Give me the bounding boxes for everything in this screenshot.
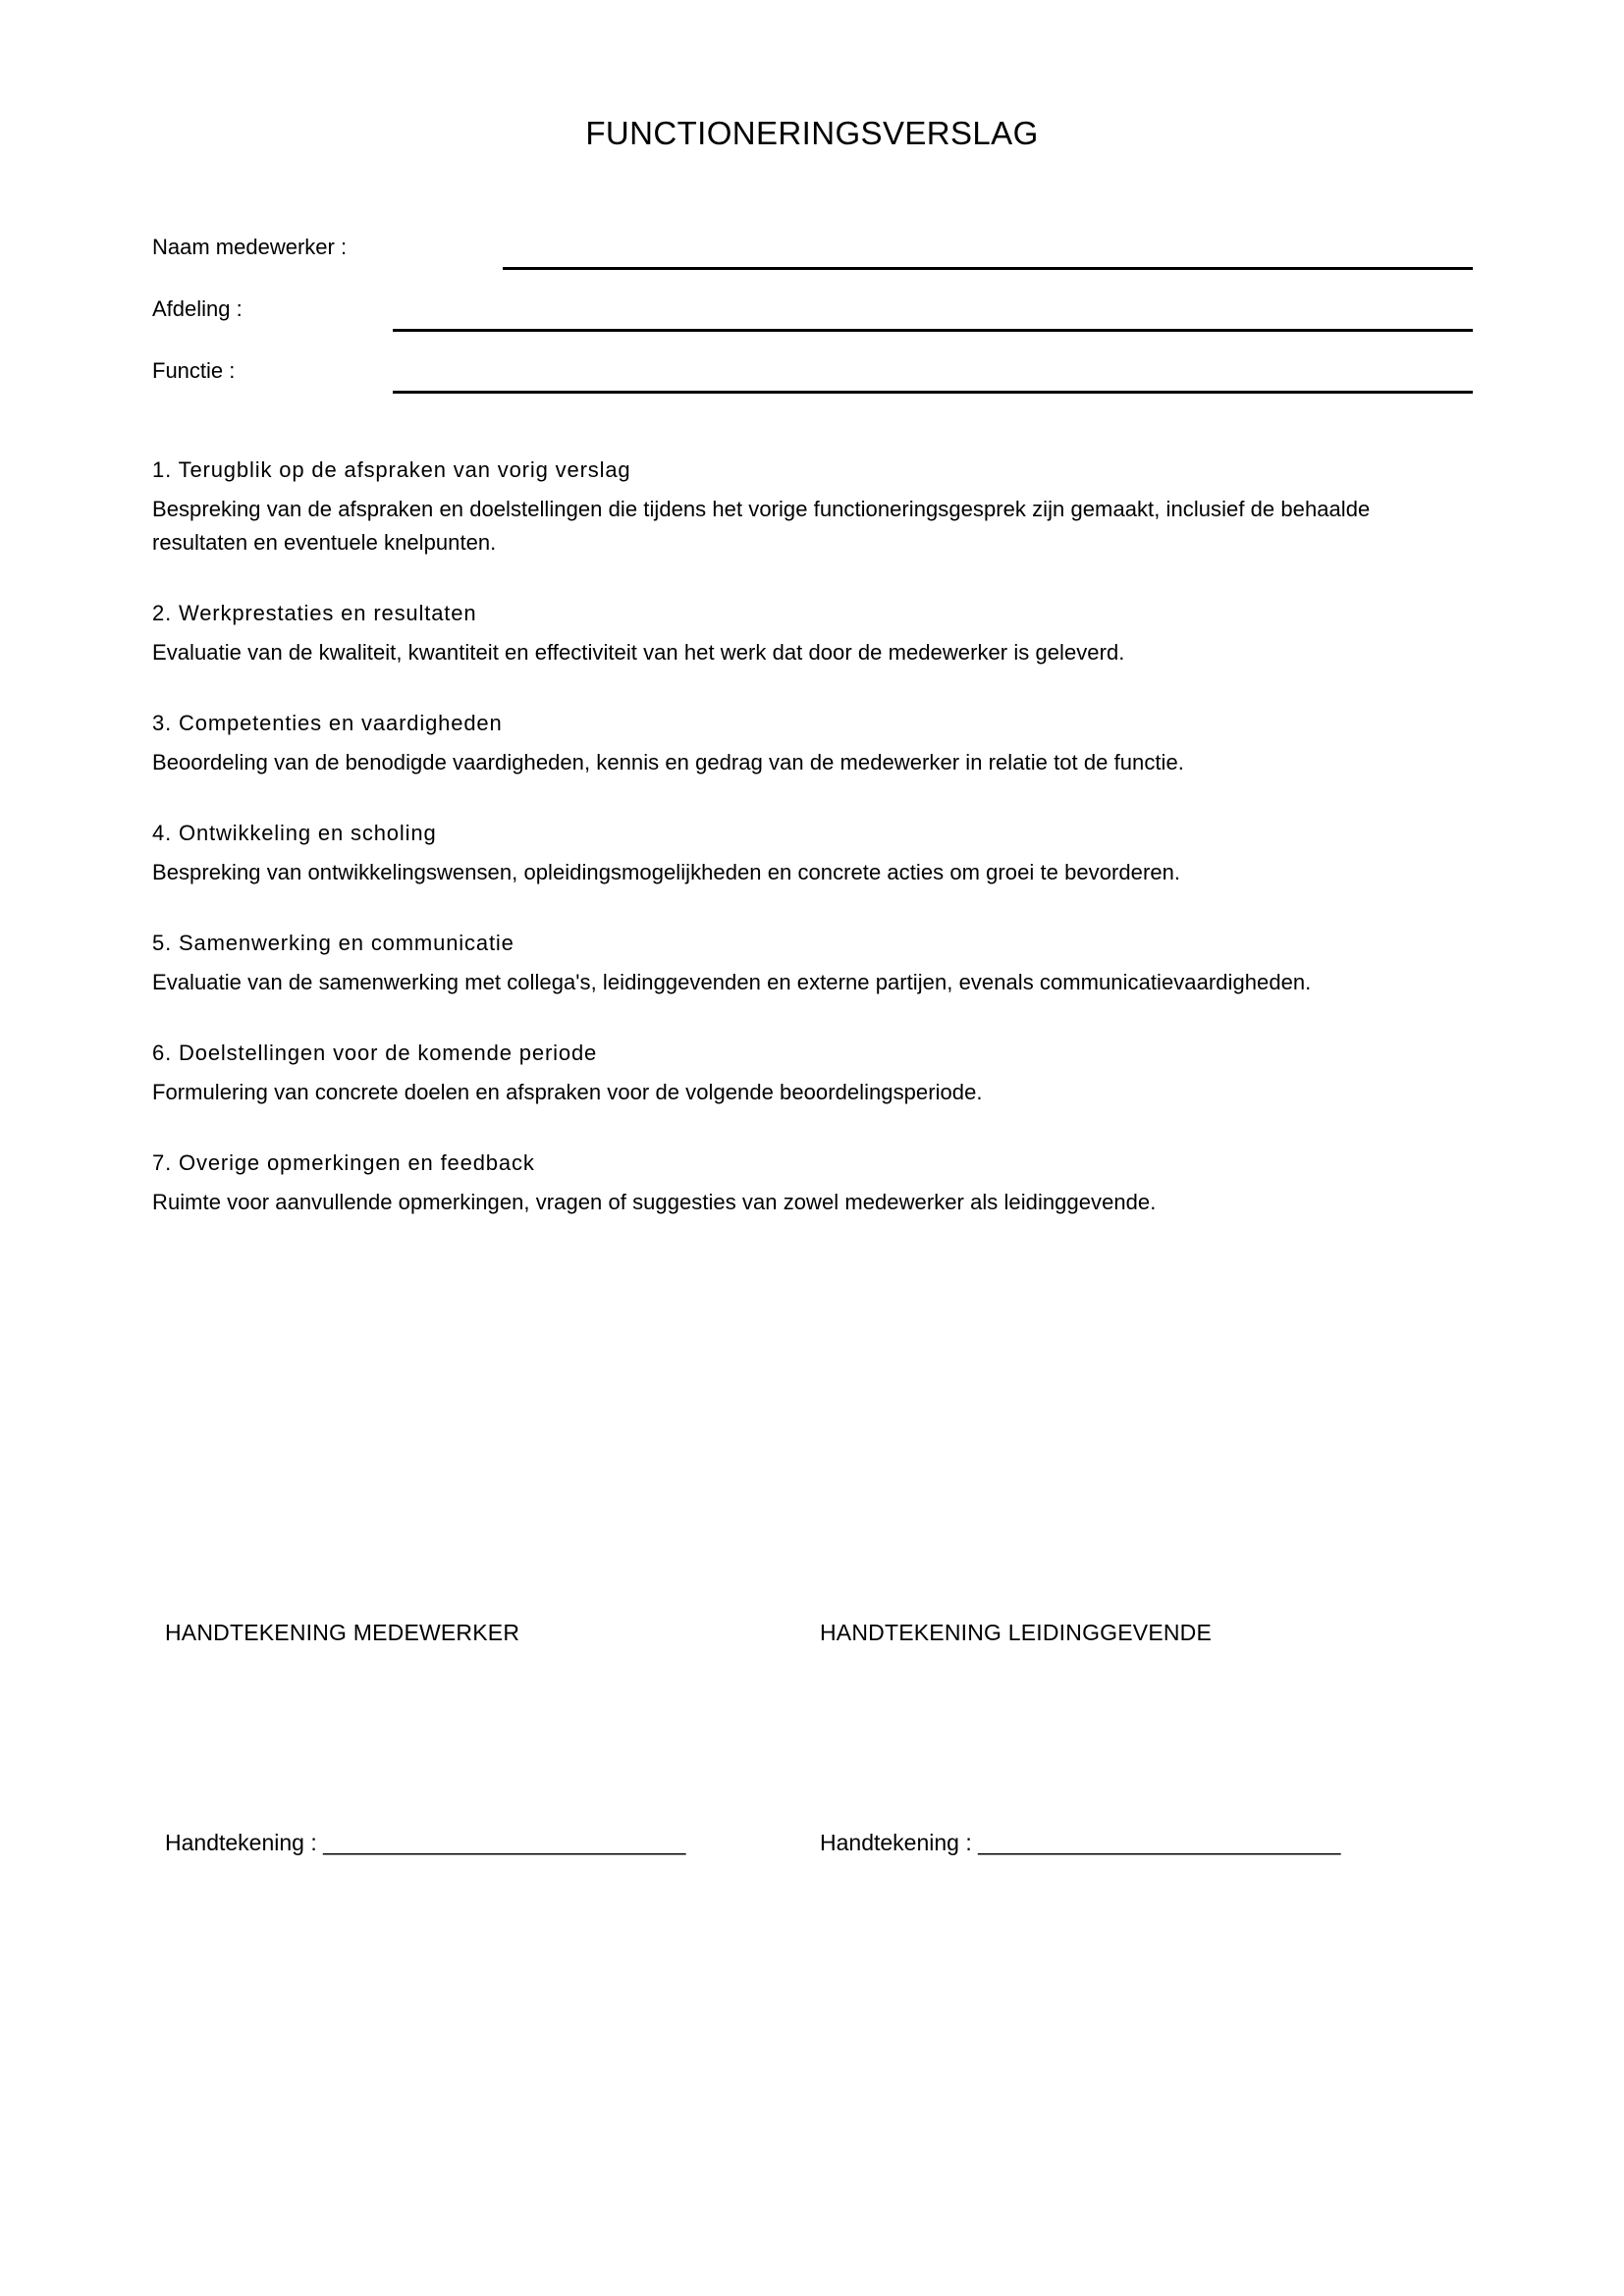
section-heading: 4. Ontwikkeling en scholing [152,821,437,845]
field-label-afdeling: Afdeling : [152,296,243,321]
section-heading: 6. Doelstellingen voor de komende periode [152,1041,598,1065]
header-fields [152,228,1473,413]
section-heading: 3. Competenties en vaardigheden [152,711,503,735]
field-rule-afdeling[interactable] [393,329,1473,332]
section-body: Ruimte voor aanvullende opmerkingen, vragen of suggesties van zowel medewerker als leidinggevende. [152,1190,1157,1214]
section-body: Evaluatie van de samenwerking met collega's, leidinggevenden en externe partijen, evenals communicatievaardigheden. [152,970,1312,994]
field-rule-functie[interactable] [393,391,1473,394]
sections-list [152,454,1429,1219]
section-body: Bespreking van de afspraken en doelstellingen die tijdens het vorige functioneringsgesprek zijn gemaakt, inclusief de behaalde resultaten en eventuele knelpunten. [152,497,1371,555]
signature-line-leidinggevende[interactable] [820,1828,1340,1857]
page-title: FUNCTIONERINGSVERSLAG [585,115,1039,151]
signature-rule-medewerker[interactable]: ______________________________ [323,1830,685,1855]
section-6 [152,1037,1429,1109]
section-2 [152,597,1429,669]
section-7 [152,1147,1429,1219]
section-body: Bespreking van ontwikkelingswensen, opleidingsmogelijkheden en concrete acties om groei te bevorderen. [152,860,1181,884]
field-label-naam-medewerker: Naam medewerker : [152,235,348,259]
signature-heading-leidinggevende: HANDTEKENING LEIDINGGEVENDE [820,1620,1213,1645]
section-heading: 1. Terugblik op de afspraken van vorig verslag [152,457,631,482]
field-row-functie [152,351,1473,413]
signature-line-label-medewerker: Handtekening : [165,1830,324,1855]
signature-line-medewerker[interactable] [165,1828,685,1857]
field-row-naam-medewerker [152,228,1473,290]
signature-rule-leidinggevende[interactable]: ______________________________ [978,1830,1340,1855]
section-body: Evaluatie van de kwaliteit, kwantiteit en effectiviteit van het werk dat door de medewerker is geleverd. [152,640,1125,665]
section-heading: 7. Overige opmerkingen en feedback [152,1150,535,1175]
section-heading: 5. Samenwerking en communicatie [152,931,514,955]
signature-heading-medewerker: HANDTEKENING MEDEWERKER [165,1620,520,1645]
field-rule-naam-medewerker[interactable] [503,267,1473,270]
field-row-afdeling [152,290,1473,351]
section-1 [152,454,1429,560]
section-3 [152,707,1429,779]
field-label-functie: Functie : [152,358,236,383]
signature-line-label-leidinggevende: Handtekening : [820,1830,979,1855]
section-4 [152,817,1429,889]
section-body: Beoordeling van de benodigde vaardigheden, kennis en gedrag van de medewerker in relatie tot de functie. [152,750,1184,774]
section-body: Formulering van concrete doelen en afspraken voor de volgende beoordelingsperiode. [152,1080,983,1104]
section-5 [152,927,1429,999]
section-heading: 2. Werkprestaties en resultaten [152,601,477,625]
